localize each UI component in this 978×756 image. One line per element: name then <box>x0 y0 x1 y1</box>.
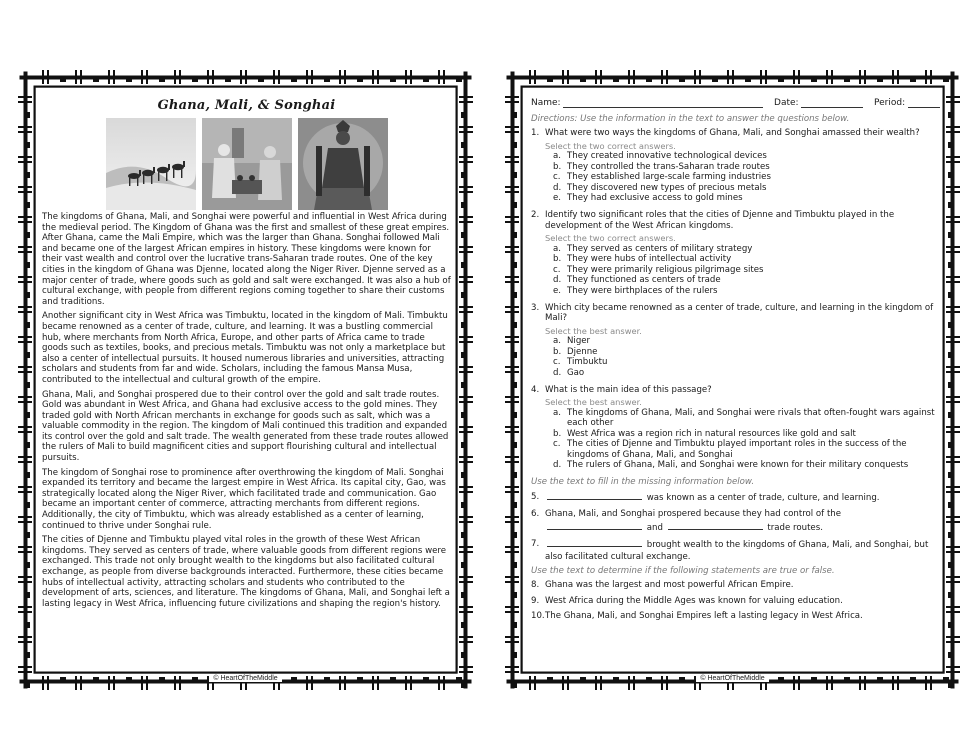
question-text: The Ghana, Mali, and Songhai Empires left a lasting legacy in West Africa. <box>545 611 863 622</box>
option-letter: a. <box>553 407 561 418</box>
passage-paragraph-3: Ghana, Mali, and Songhai prospered due to their control over the gold and salt trade routes. Gold was abundant in West Africa, and Ghana had exclusive access to the gold mines. They traded gold with North African merchants in exchange for goods such as salt, which was a valuable commodity in the region. The kingdom of Mali continued this tradition and expanded its control over the gold and salt trade. The wealth generated from these trade routes allowed the rulers of Mali to build magnificent cities and support flourishing cultural and intellectual pursuits. <box>42 389 449 464</box>
answer-blank[interactable] <box>547 491 642 500</box>
copyright-text: © HeartOfTheMiddle <box>696 675 768 682</box>
option-letter: c. <box>553 439 561 450</box>
question-number: 2. <box>531 209 540 220</box>
passage-paragraph-1: The kingdoms of Ghana, Mali, and Songhai were powerful and influential in West Africa during the medieval period. The Kingdom of Ghana was the first and smallest of these great empires. After Ghana, came the Mali Empire, which was the larger than Ghana. Songhai followed Mali and became one of the largest African empires in history. These kingdoms were known for their vast wealth and control over the lucrative trans-Saharan trade routes. One of the key cities in the kingdom of Ghana was Djenne, located along the Niger River. Djenne served as a major center of trade, where goods such as gold and salt were exchanged. It was also a hub of cultural exchange, with people from different regions coming together to share their customs and traditions. <box>42 212 451 307</box>
option-letter: d. <box>553 275 562 286</box>
answer-option[interactable] <box>553 275 940 286</box>
option-letter: e. <box>553 285 562 296</box>
seated-king-statue-photo <box>298 118 388 210</box>
directions-true-false: Use the text to determine if the following statements are true or false. <box>531 566 835 577</box>
option-text: They served as centers of military strategy <box>567 243 753 254</box>
camel-caravan-desert-photo <box>106 118 196 210</box>
question-text: Ghana was the largest and most powerful African Empire. <box>545 580 794 591</box>
answer-option[interactable] <box>553 368 940 379</box>
option-text: They created innovative technological devices <box>567 151 767 161</box>
answer-option[interactable] <box>553 429 940 440</box>
question-number: 6. <box>531 509 540 520</box>
copyright-footer <box>18 675 473 682</box>
question-text: was known as a center of trade, culture, and learning. <box>646 493 880 504</box>
reading-passage-page <box>18 70 473 690</box>
option-text: They were birthplaces of the rulers <box>567 285 718 296</box>
fill-question-6 <box>531 508 940 535</box>
name-field[interactable] <box>531 98 763 108</box>
answer-blank[interactable] <box>547 538 642 547</box>
directions-fill-in: Use the text to fill in the missing information below. <box>531 477 755 488</box>
answer-option[interactable] <box>553 172 940 183</box>
question-stem <box>531 385 940 396</box>
answer-option[interactable] <box>553 162 940 173</box>
option-letter: a. <box>553 151 561 161</box>
answer-option[interactable] <box>553 347 940 358</box>
directions-multiple-choice: Directions: Use the information in the text to answer the questions below. <box>531 114 850 124</box>
answer-option[interactable] <box>553 193 940 204</box>
answer-option[interactable] <box>553 244 940 255</box>
option-letter: e. <box>553 193 562 204</box>
passage-paragraph-2: Another significant city in West Africa was Timbuktu, located in the kingdom of Mali. Timbuktu became renowned as a center of trade, culture, and learning. It was a bustling commercial hub, where merchants from North Africa, Europe, and other parts of Africa came to trade goods such as textiles, books, and precious metals. Timbuktu was not only a marketplace but also a center of intellectual pursuits. It housed numerous libraries and universities, attracting scholars and students from far and wide. Scholars, including the famous Mansa Musa, contributed to the intellectual and cultural growth of the empire. <box>42 311 448 385</box>
question-stem <box>531 303 940 324</box>
question-number: 10. <box>531 611 545 622</box>
true-false-question-9 <box>531 596 940 607</box>
option-text: They were primarily religious pilgrimage sites <box>567 264 764 275</box>
answer-instruction: Select the two correct answers. <box>545 140 676 151</box>
answer-options <box>553 151 940 204</box>
answer-instruction: Select the best answer. <box>545 397 642 408</box>
date-label: Date: <box>774 98 799 108</box>
option-letter: a. <box>553 243 561 254</box>
option-letter: d. <box>553 182 562 193</box>
true-false-question-10 <box>531 611 940 622</box>
answer-option[interactable] <box>553 460 940 471</box>
question-stem <box>531 210 940 231</box>
question-number: 9. <box>531 595 540 606</box>
answer-option[interactable] <box>553 183 940 194</box>
fill-question-5 <box>531 491 940 505</box>
answer-blank[interactable] <box>668 521 763 530</box>
answer-options <box>553 336 940 378</box>
answer-option[interactable] <box>553 151 940 162</box>
multiple-choice-question-2 <box>531 210 940 297</box>
option-text: Niger <box>567 336 591 347</box>
option-letter: b. <box>553 428 562 439</box>
question-text-mid: and <box>646 523 663 534</box>
student-info-row <box>531 98 940 108</box>
answer-option[interactable] <box>553 286 940 297</box>
question-text-end: trade routes. <box>767 523 823 534</box>
multiple-choice-question-4 <box>531 385 940 472</box>
answer-instruction: Select the two correct answers. <box>545 233 676 244</box>
option-text: Timbuktu <box>567 357 608 368</box>
question-text: What were two ways the kingdoms of Ghana, Mali, and Songhai amassed their wealth? <box>545 128 920 138</box>
option-letter: c. <box>553 172 561 183</box>
question-stem <box>531 128 940 139</box>
merchants-trading-photo <box>202 118 292 210</box>
question-number: 7. <box>531 539 540 550</box>
option-letter: c. <box>553 357 561 368</box>
question-text: What is the main idea of this passage? <box>545 384 712 395</box>
question-text: Identify two significant roles that the cities of Djenne and Timbuktu played in the development of the West African kingdoms. <box>545 209 895 231</box>
answer-options <box>553 244 940 297</box>
answer-option[interactable] <box>553 357 940 368</box>
question-number: 4. <box>531 384 540 395</box>
answer-option[interactable] <box>553 254 940 265</box>
answer-option[interactable] <box>553 439 940 460</box>
question-number: 3. <box>531 302 540 313</box>
option-letter: a. <box>553 336 561 347</box>
period-field[interactable] <box>874 98 940 108</box>
option-text: They had exclusive access to gold mines <box>567 193 743 204</box>
option-text: The cities of Djenne and Timbuktu played important roles in the success of the kingdoms of Ghana, Mali, and Songhai <box>567 439 907 460</box>
multiple-choice-question-3 <box>531 303 940 379</box>
period-label: Period: <box>874 98 906 108</box>
copyright-text: © HeartOfTheMiddle <box>209 675 281 682</box>
option-text: West Africa was a region rich in natural resources like gold and salt <box>567 428 856 439</box>
question-number: 5. <box>531 492 540 503</box>
option-letter: c. <box>553 264 561 275</box>
question-text: Ghana, Mali, and Songhai prospered because they had control of the <box>545 509 842 520</box>
option-letter: d. <box>553 367 562 378</box>
passage-paragraph-5: The cities of Djenne and Timbuktu played vital roles in the growth of these West African kingdoms. They served as centers of trade, where valuable goods from different regions were exchanged. This trade not only brought wealth to the kingdoms but also facilitated cultural exchange, as people from diverse backgrounds interacted. Furthermore, these cities became hubs of intellectual activity, attracting scholars and students who contributed to the development of arts, sciences, and literature. The kingdoms of Ghana, Mali, and Songhai left a lasting legacy in West Africa, influencing future civilizations and shaping the region's history. <box>42 535 450 609</box>
question-number: 1. <box>531 128 540 138</box>
passage-title: Ghana, Mali, & Songhai <box>157 98 336 113</box>
option-text: They established large-scale farming industries <box>567 172 771 183</box>
answer-instruction: Select the best answer. <box>545 325 642 336</box>
answer-options <box>553 408 940 472</box>
passage-paragraph-4: The kingdom of Songhai rose to prominence after overthrowing the kingdom of Mali. Songhai expanded its territory and became the largest empire in West Africa. Its capital city, Gao, was strategically located along the Niger River, which facilitated trade and communication. Gao became an important center of commerce, attracting merchants from different regions. Additionally, the city of Timbuktu, which was already established as a center of learning, continued to thrive under Songhai rule. <box>42 467 446 531</box>
question-text: West Africa during the Middle Ages was known for valuing education. <box>545 595 843 606</box>
question-list <box>531 128 940 471</box>
question-text: brought wealth to the kingdoms of Ghana, Mali, and Songhai, but also facilitated cultural exchange. <box>545 540 929 563</box>
option-text: The kingdoms of Ghana, Mali, and Songhai were rivals that often-fought wars against each other <box>567 407 935 429</box>
option-text: The rulers of Ghana, Mali, and Songhai were known for their military conquests <box>567 460 909 471</box>
option-letter: b. <box>553 161 562 172</box>
true-false-question-8 <box>531 580 940 591</box>
passage-text <box>42 212 451 609</box>
answer-option[interactable] <box>553 408 940 429</box>
name-label: Name: <box>531 98 561 108</box>
fill-question-7 <box>531 538 940 563</box>
option-letter: b. <box>553 346 562 357</box>
option-text: They discovered new types of precious metals <box>567 182 767 193</box>
option-text: They controlled the trans-Saharan trade routes <box>567 161 770 172</box>
option-text: Gao <box>567 367 585 378</box>
answer-blank[interactable] <box>547 521 642 530</box>
date-field[interactable] <box>774 98 863 108</box>
option-letter: d. <box>553 460 562 471</box>
questions-page <box>505 70 960 690</box>
option-text: They functioned as centers of trade <box>567 275 721 286</box>
option-text: They were hubs of intellectual activity <box>567 254 732 265</box>
passage-images <box>42 118 451 210</box>
option-letter: b. <box>553 254 562 265</box>
answer-option[interactable] <box>553 265 940 276</box>
answer-option[interactable] <box>553 336 940 347</box>
multiple-choice-question-1 <box>531 128 940 204</box>
copyright-footer <box>505 675 960 682</box>
question-number: 8. <box>531 580 540 591</box>
option-text: Djenne <box>567 346 598 357</box>
question-text: Which city became renowned as a center of trade, culture, and learning in the kingdom of Mali? <box>545 302 934 324</box>
